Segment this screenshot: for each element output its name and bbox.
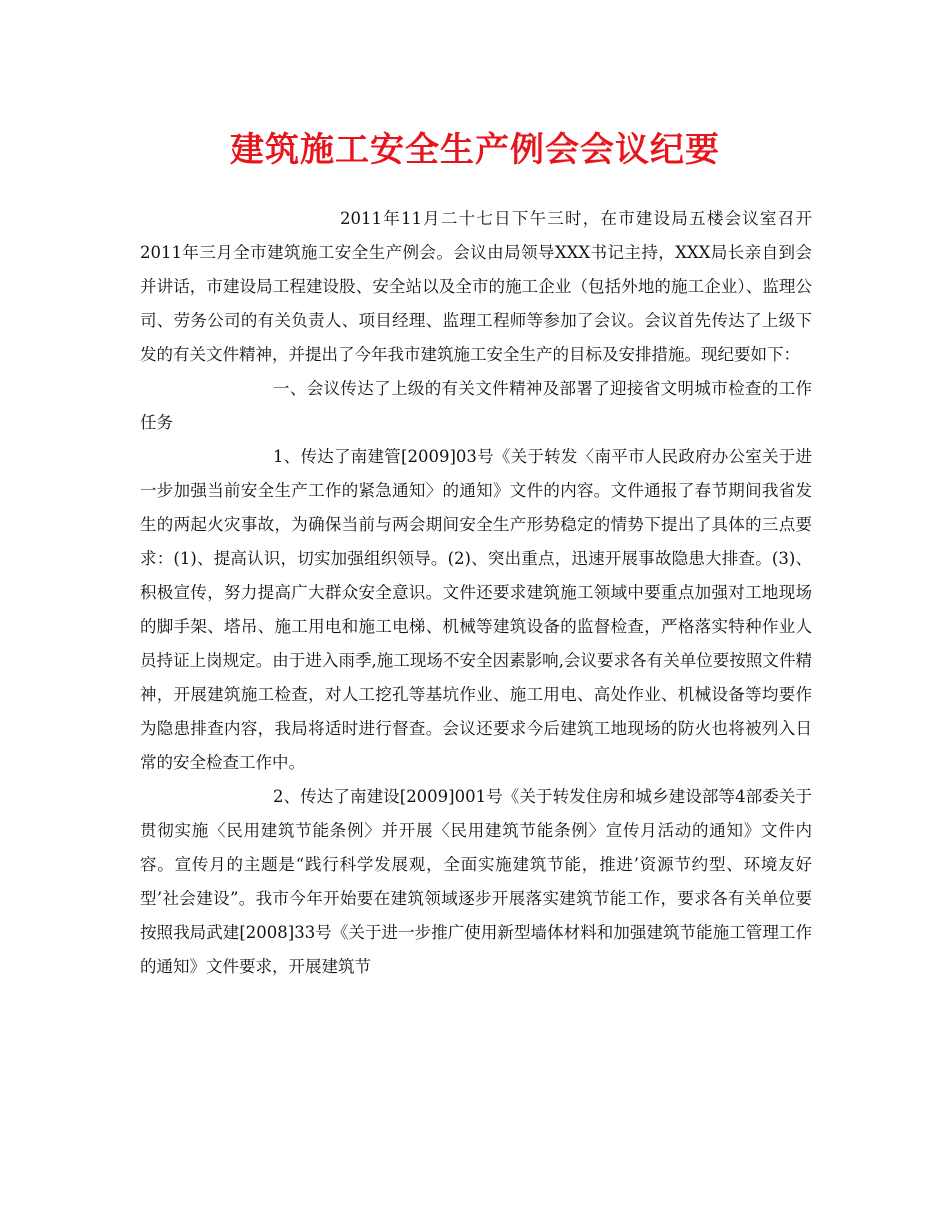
document-body (140, 202, 812, 984)
paragraph-item-1: 1、传达了南建管[2009]03号《关于转发〈南平市人民政府办公室关于进一步加强当前安全生产工作的紧急通知〉的通知》文件的内容。文件通报了春节期间我省发生的两起火灾事故，为确保当前与两会期间安全生产形势稳定的情势下提出了具体的三点要求：(1)、提高认识，切实加强组织领导。(2)、突出重点，迅速开展事故隐患大排查。(3)、积极宣传，努力提高广大群众安全意识。文件还要求建筑施工领域中要重点加强对工地现场的脚手架、塔吊、施工用电和施工电梯、机械等建筑设备的监督检查，严格落实特种作业人员持证上岗规定。由于进入雨季,施工现场不安全因素影响,会议要求各有关单位要按照文件精神，开展建筑施工检查，对人工挖孔等基坑作业、施工用电、高处作业、机械设备等均要作为隐患排查内容，我局将适时进行督查。会议还要求今后建筑工地现场的防火也将被列入日常的安全检查工作中。 (140, 447, 812, 772)
document-title: 建筑施工安全生产例会会议纪要 (230, 130, 720, 170)
paragraph-intro: 2011年11月二十七日下午三时，在市建设局五楼会议室召开2011年三月全市建筑施工安全生产例会。会议由局领导XXX书记主持，XXX局长亲自到会并讲话，市建设局工程建设股、安全站以及全市的施工企业（包括外地的施工企业）、监理公司、劳务公司的有关负责人、项目经理、监理工程师等参加了会议。会议首先传达了上级下发的有关文件精神，并提出了今年我市建筑施工安全生产的目标及安排措施。现纪要如下： (140, 209, 812, 364)
paragraph-section-heading: 一、会议传达了上级的有关文件精神及部署了迎接省文明城市检查的工作任务 (140, 379, 812, 432)
paragraph-item-2: 2、传达了南建设[2009]001号《关于转发住房和城乡建设部等4部委关于贯彻实施〈民用建筑节能条例〉并开展〈民用建筑节能条例〉宣传月活动的通知》文件内容。宣传月的主题是“践行科学发展观，全面实施建筑节能，推进’资源节约型、环境友好型’社会建设”。我市今年开始要在建筑领域逐步开展落实建筑节能工作，要求各有关单位要按照我局武建[2008]33号《关于进一步推广使用新型墙体材料和加强建筑节能施工管理工作的通知》文件要求，开展建筑节 (140, 787, 812, 976)
